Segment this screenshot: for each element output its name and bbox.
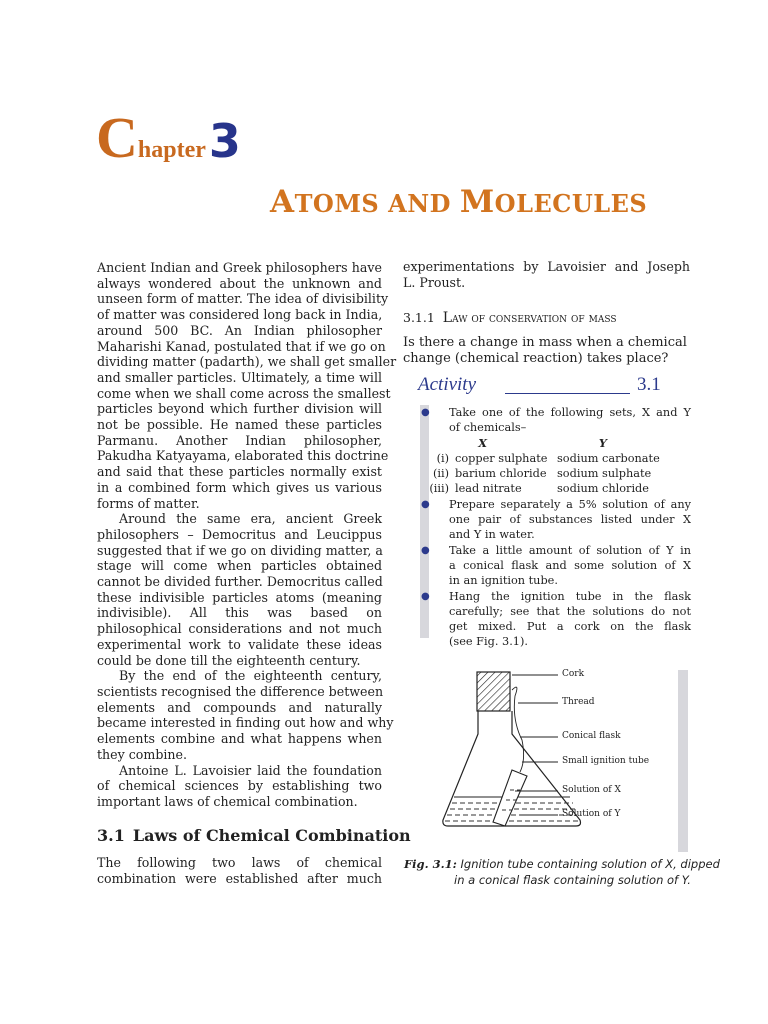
text-line: in a combined form which gives us various (97, 479, 382, 495)
figure-label-ignition-tube: Small ignition tube (562, 756, 650, 766)
text-line: scientists recognised the difference between (97, 683, 384, 699)
text-line: always wondered about the unknown and (97, 275, 382, 291)
chapter-title: ATOMS AND MOLECULES (270, 184, 648, 220)
text-line: experimental work to validate these ideas (97, 636, 382, 652)
section-heading: 3.1 Laws of Chemical Combination (97, 826, 411, 845)
activity-line: in an ignition tube. (449, 574, 558, 588)
ignition-tube (493, 770, 527, 826)
figure-label-flask: Conical flask (562, 731, 621, 741)
table-row: (i) copper sulphate sodium carbonate (436, 451, 660, 465)
activity-line: of chemicals– (449, 421, 527, 435)
text-line: Around the same era, ancient Greek (119, 511, 382, 527)
text-line: and smaller particles. Ultimately, a time will (97, 369, 382, 385)
text-line: suggested that if we go on dividing matter, a (97, 542, 383, 558)
text-line: elements combine and what happens when (97, 731, 382, 747)
text-line: Pakudha Katyayama, elaborated this doctrine (97, 448, 389, 464)
text-line: around 500 BC. An Indian philosopher (97, 322, 382, 338)
figure-caption: Fig. 3.1: Ignition tube containing solution of X, dipped in a conical flask containing solution of Y. (404, 857, 720, 887)
activity-line: get mixed. Put a cork on the flask (449, 620, 691, 634)
text-line: could be done till the eighteenth century. (97, 652, 361, 668)
text-line: Ancient Indian and Greek philosophers have (97, 260, 382, 275)
figure-label-thread: Thread (562, 697, 595, 707)
text-line: elements and compounds and naturally (97, 699, 382, 715)
figure-sidebar (678, 670, 688, 852)
bullet-icon: ● (421, 590, 430, 602)
text-line: of chemical sciences by establishing two (97, 778, 382, 794)
text-line: By the end of the eighteenth century, (119, 668, 382, 684)
cork (477, 672, 510, 711)
text-line: philosophical considerations and not much (97, 621, 382, 637)
figure-label-solution-x: Solution of X (562, 785, 621, 795)
text-line: particles beyond which further division will (97, 401, 382, 417)
table-row: (iii) lead nitrate sodium chloride (429, 482, 649, 496)
activity-line: Take one of the following sets, X and Y (449, 406, 691, 419)
thread (512, 687, 524, 772)
activity-line: carefully; see that the solutions do not (449, 604, 691, 618)
text-line: important laws of chemical combination. (97, 793, 358, 809)
table-row: (ii) barium chloride sodium sulphate (432, 467, 652, 481)
text-line: Antoine L. Lavoisier laid the foundation (119, 762, 382, 778)
right-column-intro: experimentations by Lavoisier and Joseph L. Proust. (403, 259, 690, 290)
chapter-word: hapter (137, 137, 206, 163)
text-line: became interested in finding out how and why (97, 715, 394, 731)
table-header: Y (598, 435, 607, 450)
chapter-number: 3 (208, 114, 241, 168)
text-line: of matter was considered long back in India, (97, 307, 383, 323)
text-line: indivisible). All this was based on (97, 605, 382, 621)
activity-number: 3.1 (637, 374, 661, 395)
activity-line: a conical flask and some solution of X (449, 558, 691, 572)
text-line: Parmanu. Another Indian philosopher, (97, 432, 382, 448)
activity-line: Prepare separately a 5% solution of any (449, 497, 691, 511)
text-line: these indivisible particles atoms (meaning (97, 589, 382, 605)
text-line: not be possible. He named these particles (97, 417, 382, 433)
text-line: unseen form of matter. The idea of divisibility (97, 291, 389, 307)
text-line: cannot be divided further. Democritus called (97, 574, 383, 590)
activity-line: one pair of substances listed under X (449, 513, 691, 527)
text-line: Maharishi Kanad, postulated that if we go on (97, 338, 386, 354)
figure-label-solution-y: Solution of Y (562, 809, 621, 819)
text-line: stage will come when particles obtained (97, 558, 382, 574)
text-line: philosophers – Democritus and Leucippus (97, 526, 382, 542)
text-line: dividing matter (padarth), we shall get smaller (97, 354, 397, 370)
text-line: come when we shall come across the smallest (97, 385, 391, 401)
activity-line: Take a little amount of solution of Y in (449, 543, 691, 557)
table-header: X (478, 435, 487, 450)
chapter-initial: C (96, 105, 138, 170)
text-line: they combine. (97, 746, 187, 762)
activity-line: (see Fig. 3.1). (449, 635, 528, 649)
activity-line: and Y in water. (449, 528, 535, 542)
question-text: Is there a change in mass when a chemical change (chemical reaction) takes place? (403, 335, 687, 366)
section-intro: The following two laws of chemical combination were established after much (97, 855, 382, 886)
activity-label: Activity (418, 374, 477, 395)
activity-line: Hang the ignition tube in the flask (449, 589, 691, 603)
text-line: forms of matter. (97, 495, 200, 511)
figure-label-cork: Cork (562, 669, 585, 679)
bullet-icon: ● (421, 498, 430, 510)
subsection-heading: 3.1.1 Law of conservation of mass (403, 310, 617, 326)
text-line: and said that these particles normally exist (97, 464, 382, 480)
bullet-icon: ● (421, 407, 430, 418)
bullet-icon: ● (421, 544, 430, 556)
